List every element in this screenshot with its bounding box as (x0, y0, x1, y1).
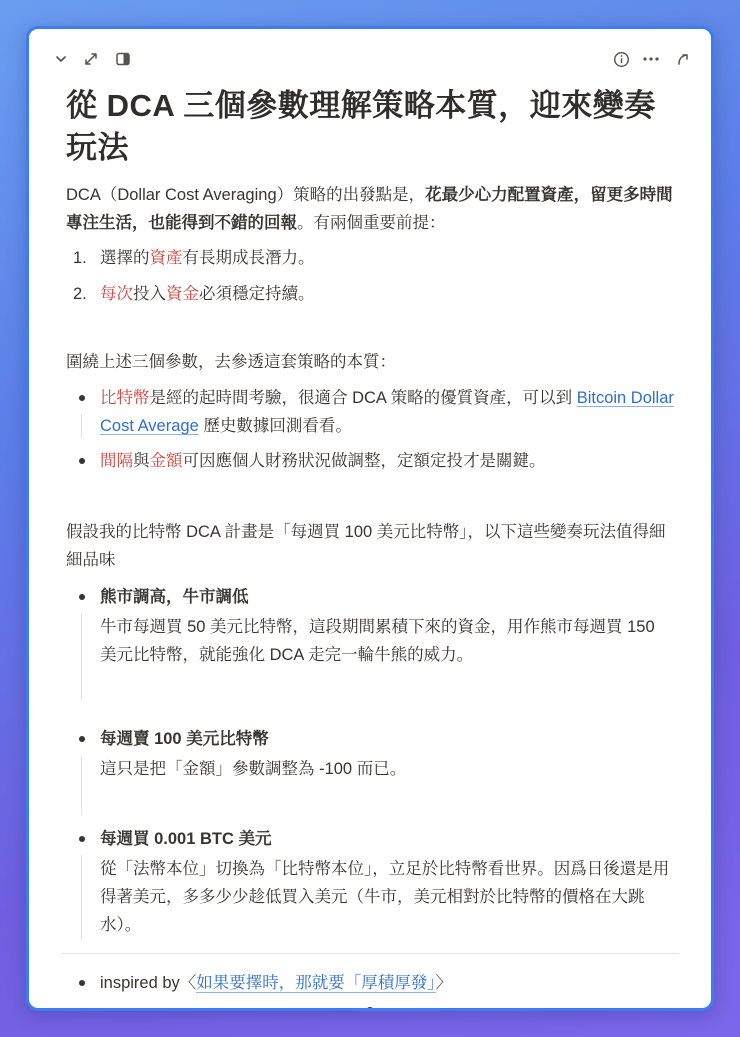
list-item: 2. 每次投入資金必須穩定持續。 (73, 285, 315, 303)
indent-guide (81, 755, 82, 815)
premise-list (66, 244, 675, 308)
list-item: 熊市調高，牛市調低 牛市每週買 50 美元比特幣，這段期間累積下來的資金，用作熊市每週買 150 美元比特幣，就能強化 DCA 走完一輪牛熊的威力。 (66, 583, 675, 703)
bullet (79, 458, 85, 464)
bullet (79, 836, 85, 842)
note-content (66, 85, 675, 997)
list-item: 1. 選擇的資產有長期成長潛力。 (73, 249, 315, 267)
info-icon[interactable] (611, 49, 631, 69)
list-item: 比特幣是經的起時間考驗，很適合 DCA 策略的優質資產，可以到 Bitcoin Dollar Cost Average 歷史數據回測看看。 (66, 384, 675, 440)
list-item: inspired by〈如果要擇時，那就要「厚積厚發」〉 (66, 969, 675, 997)
chevron-down-icon[interactable] (51, 49, 71, 69)
bullet (79, 395, 85, 401)
list-item: 每週賣 100 美元比特幣 這只是把「金額」參數調整為 -100 而已。 (66, 725, 675, 817)
bullet (79, 594, 85, 600)
variant-list (66, 583, 675, 943)
bullet (79, 980, 85, 986)
resize-handle[interactable] (366, 1007, 374, 1011)
inspired-by-link[interactable]: 如果要擇時，那就要「厚積厚發」 (196, 974, 436, 992)
bitcoin-dca-link[interactable]: Bitcoin Dollar Cost Average (100, 389, 674, 435)
indent-guide (81, 855, 82, 941)
bullet (79, 736, 85, 742)
divider (62, 953, 679, 954)
note-window (26, 26, 714, 1011)
sidebar-icon[interactable] (113, 49, 133, 69)
indent-guide (81, 414, 82, 438)
essence-list (66, 384, 675, 475)
essence-intro: 圍繞上述三個參數，去參透這套策略的本質： (66, 353, 396, 371)
expand-icon[interactable] (81, 49, 101, 69)
list-item: 間隔與金額可因應個人財務狀況做調整，定額定投才是關鍵。 (66, 447, 675, 475)
intro-paragraph: DCA（Dollar Cost Averaging）策略的出發點是，花最少心力配置資產，留更多時間專注生活，也能得到不錯的回報。有兩個重要前提： (66, 186, 673, 232)
toolbar (29, 29, 711, 87)
page-title: 從 DCA 三個參數理解策略本質，迎來變奏玩法 (66, 88, 656, 165)
indent-guide (81, 613, 82, 701)
more-icon[interactable] (641, 49, 661, 69)
open-external-icon[interactable] (673, 49, 693, 69)
list-item: 每週買 0.001 BTC 美元 從「法幣本位」切換為「比特幣本位」，立足於比特幣看世界。因爲日後還是用得著美元，多多少少趁低買入美元（牛市，美元相對於比特幣的價格在大跳水）。 (66, 825, 675, 943)
variant-intro: 假設我的比特幣 DCA 計畫是「每週買 100 美元比特幣」，以下這些變奏玩法值得細細品味 (66, 523, 666, 569)
